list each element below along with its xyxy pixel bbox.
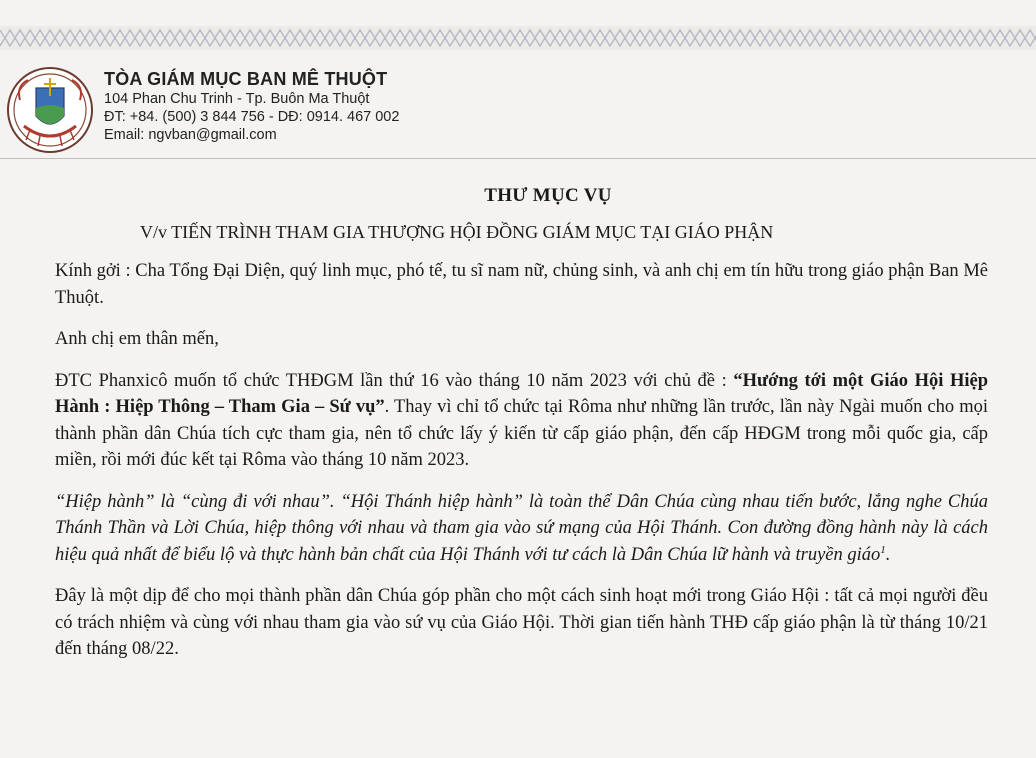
- header-divider: [0, 158, 1036, 159]
- document-title: THƯ MỤC VỤ: [484, 185, 612, 206]
- paragraph-text: . Thay vì chỉ tổ chức tại Rôma như những lần trước, lần này Ngài muốn cho mọi thành phần dân Chúa tích cực tham gia, nên tổ chức lấy ý kiến từ cấp giáo phận, đến cấp HĐGM trong mỗi quốc gia, cấp miền, rồi mới đúc kết tại Rôma vào tháng 10 năm 2023.: [55, 397, 988, 470]
- diocese-seal-icon: [6, 66, 94, 154]
- organization-email: Email: ngvban@gmail.com: [104, 127, 277, 143]
- document-subject: V/v TIẾN TRÌNH THAM GIA THƯỢNG HỘI ĐỒNG GIÁM MỤC TẠI GIÁO PHẬN: [140, 222, 774, 242]
- paragraph-text: “Hiệp hành” là “cùng đi với nhau”. “Hội Thánh hiệp hành” là toàn thể Dân Chúa cùng nhau tiến bước, lắng nghe Chúa Thánh Thần và Lời Chúa, hiệp thông với nhau và tham gia vào sứ mạng của Hội Thánh. Con đường đồng hành này là cách hiệu quả nhất để biểu lộ và thực hành bản chất của Hội Thánh với tư cách là Dân Chúa lữ hành và truyền giáo: [55, 491, 988, 565]
- paragraph-synod-intro: [55, 368, 988, 474]
- organization-address: 104 Phan Chu Trinh - Tp. Buôn Ma Thuột: [104, 91, 370, 107]
- letter-body: [55, 258, 988, 678]
- paragraph-timeline: Đây là một dịp để cho mọi thành phần dân Chúa góp phần cho một cách sinh hoạt mới trong Giáo Hội : tất cả mọi người đều có trách nhiệm và cùng với nhau tham gia vào sứ vụ của Giáo Hội. Thời gian tiến hành THĐ cấp giáo phận là từ tháng 10/21 đến tháng 08/22.: [55, 586, 988, 659]
- greeting-paragraph: Kính gởi : Cha Tổng Đại Diện, quý linh mục, phó tế, tu sĩ nam nữ, chủng sinh, và anh chị em tín hữu trong giáo phận Ban Mê Thuột.: [55, 261, 988, 308]
- synod-theme: “Hướng tới một Giáo Hội Hiệp Hành : Hiệp Thông – Tham Gia – Sứ vụ”: [55, 370, 988, 417]
- salutation: Anh chị em thân mến,: [55, 329, 219, 349]
- footnote-marker: 1: [880, 543, 886, 556]
- paragraph-synodality: [55, 489, 988, 569]
- paragraph-end: .: [885, 544, 891, 565]
- decorative-border: [0, 26, 1036, 50]
- organization-name: TÒA GIÁM MỤC BAN MÊ THUỘT: [104, 69, 388, 89]
- organization-phone: ĐT: +84. (500) 3 844 756 - DĐ: 0914. 467 002: [104, 109, 400, 125]
- paragraph-text: ĐTC Phanxicô muốn tổ chức THĐGM lần thứ 16 vào tháng 10 năm 2023 với chủ đề :: [55, 370, 734, 391]
- letterhead: [104, 68, 399, 144]
